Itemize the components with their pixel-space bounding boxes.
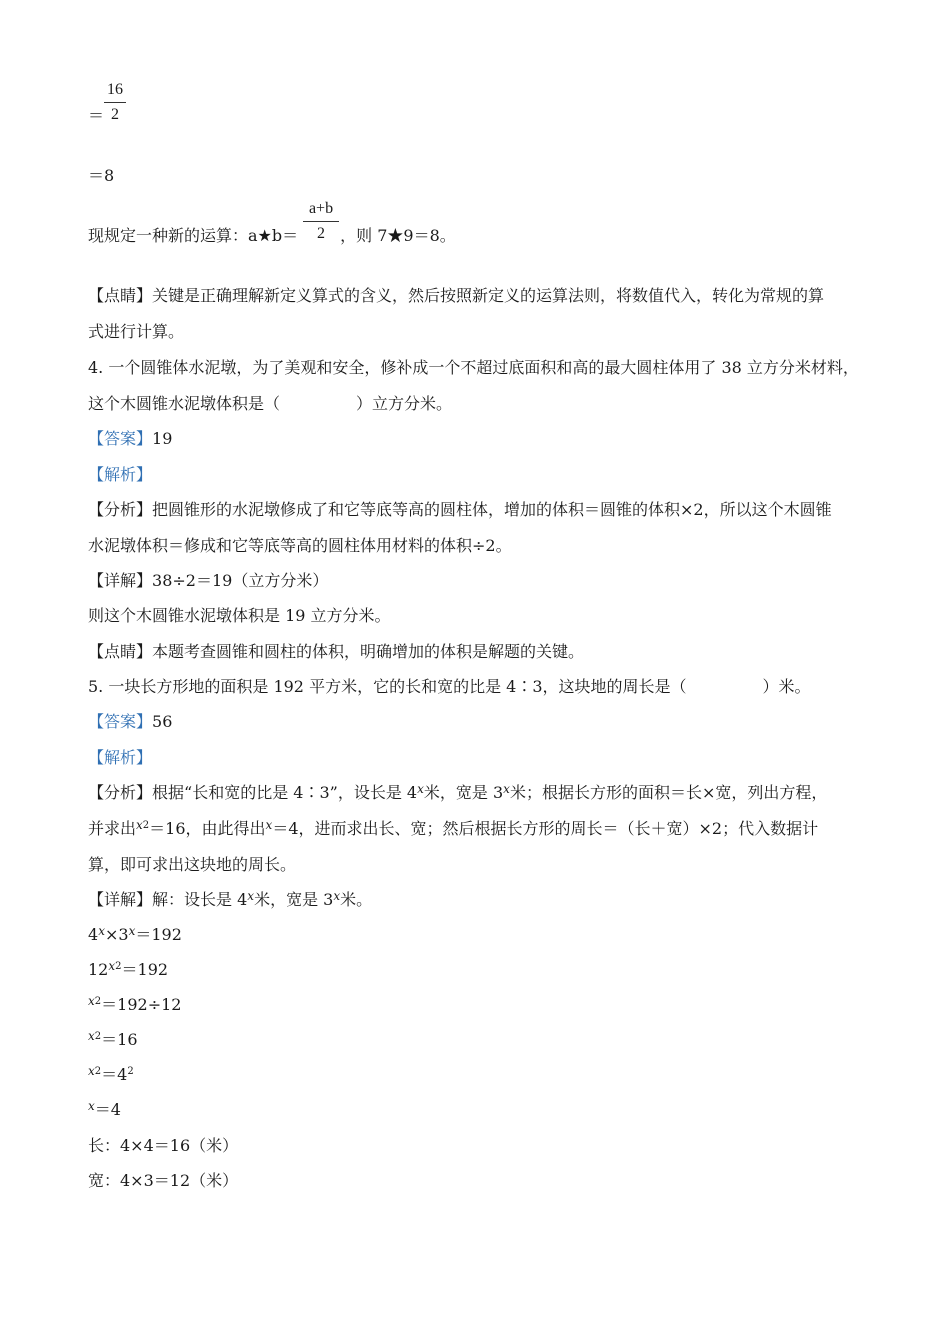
equals-sign: ＝ [88, 106, 105, 125]
q3-dianjing-line2: 式进行计算。 [88, 322, 185, 341]
fraction-bar [104, 102, 126, 103]
q4-fenxi-line1: 【分析】把圆锥形的水泥墩修成了和它等底等高的圆柱体，增加的体积＝圆锥的体积×2，所以这个木圆锥 [88, 500, 832, 519]
q5-equation-3: $^{x2}$＝192÷12 [88, 994, 182, 1014]
xiangjie-tag: 【详解】 [88, 890, 153, 909]
fenxi-tag: 【分析】 [88, 500, 153, 519]
q4-answer [88, 429, 172, 449]
fraction-numerator: 16 [107, 81, 123, 98]
q5-question-line1: 5. 一块长方形地的面积是 192 平方米，它的长和宽的比是 4∶3，这块地的周长是（ ）米。 [88, 677, 811, 696]
q5-equation-5: $^{x2}=4^2$ [88, 1064, 134, 1084]
definition-prefix: 现规定一种新的运算：a★b＝ [88, 226, 299, 245]
q5-equation-6: $^x$＝4 [88, 1099, 121, 1119]
definition-suffix: ，则 7★9＝8。 [340, 226, 456, 245]
q4-jiexi-tag: 【解析】 [88, 465, 153, 484]
q5-width: 宽：4×3＝12（米） [88, 1171, 239, 1190]
q5-answer [88, 712, 172, 732]
fraction-denominator: 2 [317, 225, 325, 242]
fraction-16-over-2 [104, 80, 126, 125]
fenxi-tag: 【分析】 [88, 783, 153, 802]
dianjing-tag: 【点睛】 [88, 642, 153, 661]
definition-line [88, 226, 456, 246]
fraction-numerator: a+b [308, 200, 334, 217]
answer-tag: 【答案】 [88, 712, 153, 731]
result-line: ＝8 [88, 166, 115, 185]
answer-value: 56 [152, 712, 173, 731]
answer-value: 19 [152, 429, 173, 448]
q5-equation-4: $^{x2}$＝16 [88, 1029, 138, 1049]
q4-dianjing: 【点睛】本题考查圆锥和圆柱的体积，明确增加的体积是解题的关键。 [88, 642, 585, 661]
q5-length: 长：4×4＝16（米） [88, 1136, 239, 1155]
fraction-bar [303, 221, 339, 222]
answer-tag: 【答案】 [88, 429, 153, 448]
q5-equation-1: $4^x\times 3^x=192$ [88, 924, 182, 944]
q5-fenxi-line2: 并求出$^{x2}$＝16，由此得出$^x$＝4，进而求出长、宽；然后根据长方形的周长＝（长＋宽）×2；代入数据计 [88, 818, 819, 838]
q4-question-line2: 这个木圆锥水泥墩体积是（ ）立方分米。 [88, 394, 453, 413]
fraction-denominator: 2 [111, 106, 119, 123]
q4-fenxi-line2: 水泥墩体积＝修成和它等底等高的圆柱体用材料的体积÷2。 [88, 536, 512, 555]
q5-equation-2: $12^{x2}=192$ [88, 959, 169, 979]
q4-conclusion: 则这个木圆锥水泥墩体积是 19 立方分米。 [88, 606, 391, 625]
xiangjie-tag: 【详解】 [88, 571, 153, 590]
q5-xiangjie: 【详解】解：设长是 4$^x$米，宽是 3$^x$米。 [88, 889, 373, 909]
q5-fenxi-line3: 算，即可求出这块地的周长。 [88, 855, 297, 874]
q5-jiexi-tag: 【解析】 [88, 748, 153, 767]
q4-question-line1: 4. 一个圆锥体水泥墩，为了美观和安全，修补成一个不超过底面积和高的最大圆柱体用了 38 立方分米材料， [88, 358, 859, 377]
fraction-a-plus-b-over-2 [303, 199, 339, 244]
q4-xiangjie: 【详解】38÷2＝19（立方分米） [88, 571, 329, 590]
dianjing-tag: 【点睛】 [88, 286, 153, 305]
q3-dianjing-line1: 【点睛】关键是正确理解新定义算式的含义，然后按照新定义的运算法则，将数值代入，转化为常规的算 [88, 286, 825, 305]
q5-fenxi-line1: 【分析】根据“长和宽的比是 4∶3”，设长是 4$^x$米，宽是 3$^x$米；根据长方形的面积＝长×宽，列出方程， [88, 782, 828, 802]
